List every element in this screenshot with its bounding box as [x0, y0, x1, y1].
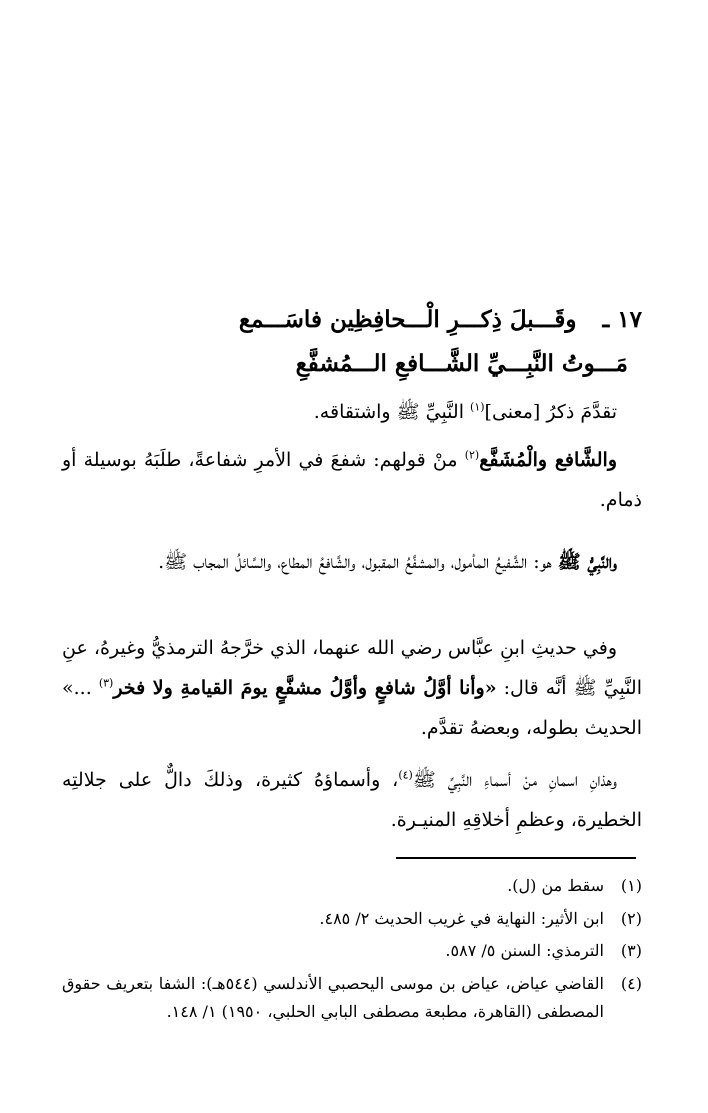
footnote-2 — [62, 905, 642, 933]
footnote-ref[interactable]: (٣) — [98, 676, 114, 690]
footnote-number: (٢) — [620, 909, 642, 928]
verse-number: ١٧ ـ — [602, 306, 642, 333]
verse-line-2 — [296, 350, 628, 377]
footnote-ref[interactable]: (٤) — [398, 768, 413, 782]
paragraph-text: وهذانِ اسمانِ منْ أسماءِ النَّبِيِّ ﷺ — [412, 769, 617, 791]
paragraph-text: وفي حديثِ ابنِ عبَّاس رضي الله عنهما، الذي خرَّجهُ الترمذيُّ وغيرهُ، عنِ النَّبِيِّ ﷺ أنَّه قال: — [62, 637, 642, 699]
hadith-quote: «وأنا أوَّلُ شافعٍ وأوَّلُ مشفَّعٍ يومَ القيامةِ ولا فخر — [113, 677, 497, 699]
footnote-ref[interactable]: (٢) — [464, 448, 480, 462]
paragraph-3 — [62, 542, 642, 582]
paragraph-text: النَّبِيِّ ﷺ واشتقاقه. — [313, 401, 471, 423]
paragraph-text: تقدَّمَ ذكرُ [معنى] — [484, 401, 617, 423]
verse-line-1 — [239, 306, 642, 333]
footnote-ref[interactable]: (١) — [470, 400, 485, 414]
verse-second-hemistich: مَـــوتُ النَّبِـــيِّ الشَّـــافعِ الـــمُشفَّعِ — [295, 350, 628, 377]
footnote-text: القاضي عياض، عياض بن موسى اليحصبي الأندلسي (٥٤٤هـ): الشفا بتعريف حقوق المصطفى (القاهرة، مطبعة مصطفى البابي الحلبي، ١٩٥٠) ١/ ١٤٨. — [62, 974, 604, 1021]
footnote-text: الترمذي: السنن ٥/ ٥٨٧. — [445, 941, 604, 960]
verse-first-hemistich: وقَـــبلَ ذِكـــرِ الْـــحافِظِين فاسَـــمع — [238, 306, 577, 333]
paragraph-2 — [62, 440, 642, 520]
footnote-number: (٤) — [620, 974, 642, 993]
footnote-4 — [62, 970, 642, 1026]
paragraph-1 — [62, 392, 642, 432]
paragraph-text: ...» الحديث بطوله، وبعضهُ تقدَّم. — [62, 677, 642, 739]
paragraph-5 — [62, 760, 642, 840]
footnote-text: ابن الأثير: النهاية في غريب الحديث ٢/ ٤٨٥. — [319, 909, 604, 928]
footnote-number: (١) — [620, 876, 642, 895]
footnote-1 — [62, 872, 642, 900]
footnote-3 — [62, 937, 642, 965]
paragraph-4 — [62, 628, 642, 748]
paragraph-text: هو: الشَّفيعُ المأمول، والمشفَّعُ المقبول، والشَّافعُ المطاع، والسَّائلُ المجاب ﷺ. — [158, 551, 558, 573]
footnote-divider — [396, 857, 636, 859]
bold-term: والشَّافع والْمُشَفَّع — [479, 449, 617, 471]
bold-term: والنَّبِيُّ ﷺ — [557, 551, 617, 573]
paragraph-text: منْ قولهم: شفعَ في الأمرِ شفاعةً، طلَبَهُ بوسيلة أو ذمام. — [62, 449, 642, 511]
footnote-text: سقط من (ل). — [507, 876, 604, 895]
footnote-number: (٣) — [620, 941, 642, 960]
paragraph-text: ، وأسماؤهُ كثيرة، وذلكَ دالٌّ على جلالتِه الخطيرة، وعظمِ أخلاقِهِ المنيـرة. — [62, 769, 642, 831]
